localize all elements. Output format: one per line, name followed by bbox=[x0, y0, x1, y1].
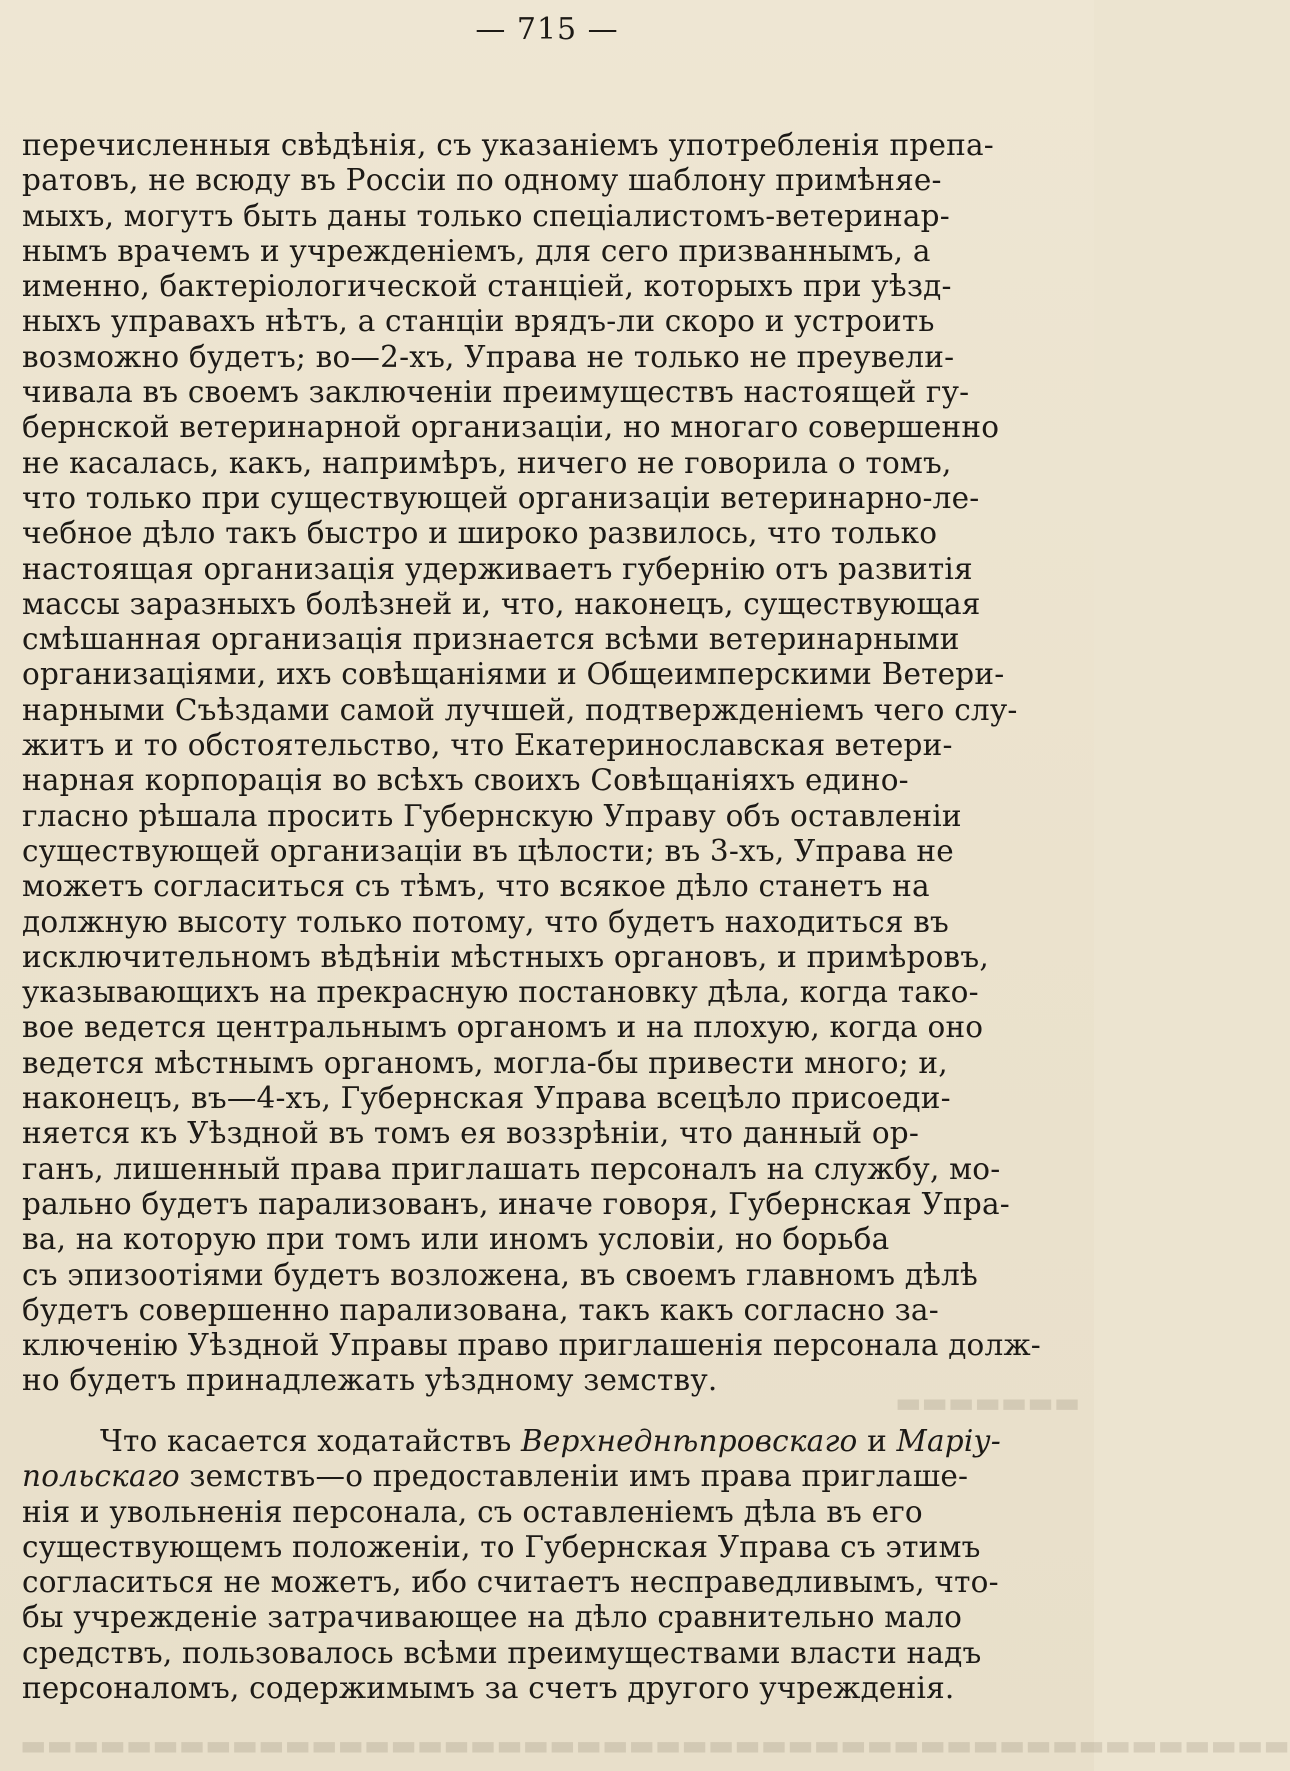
text-line: ратовъ, не всюду въ Россіи по одному шаблону примѣняе- bbox=[22, 163, 942, 198]
text-line: бы учрежденіе затрачивающее на дѣло сравнительно мало bbox=[22, 1600, 963, 1635]
text-line: смѣшанная организація признается всѣми ветеринарными bbox=[22, 622, 960, 657]
text-line: перечисленныя свѣдѣнія, съ указаніемъ употребленія препа- bbox=[22, 128, 994, 162]
text-line: должную высоту только потому, что будетъ находиться въ bbox=[22, 904, 950, 939]
bleed-through-shadow: ▬▬▬▬▬▬▬▬▬▬▬▬▬▬▬▬▬▬▬▬▬▬▬▬▬▬▬▬▬▬▬▬▬▬▬▬▬▬▬▬▬▬▬▬▬▬▬▬ bbox=[20, 1733, 1290, 1766]
text-line: рально будетъ парализованъ, иначе говоря, Губернская Упра- bbox=[22, 1186, 1010, 1221]
text-line: наконецъ, въ—4-хъ, Губернская Управа всецѣло присоеди- bbox=[22, 1081, 951, 1116]
italic-place-name: Маріу- bbox=[896, 1424, 1001, 1458]
bleed-through-shadow: ▬▬▬▬▬▬▬ bbox=[895, 1386, 1081, 1419]
text-line: чивала въ своемъ заключеніи преимуществъ настоящей гу- bbox=[22, 375, 970, 410]
text-line: существующемъ положеніи, то Губернская Управа съ этимъ bbox=[22, 1529, 981, 1564]
text-line: ведется мѣстнымъ органомъ, могла-бы привести много; и, bbox=[22, 1045, 948, 1080]
text-line: гласно рѣшала просить Губернскую Управу объ оставленіи bbox=[22, 798, 962, 833]
text-run: земствъ—о предоставленіи имъ права приглаше- bbox=[179, 1459, 969, 1494]
text-line: настоящая организація удерживаетъ губернію отъ развитія bbox=[22, 551, 973, 586]
paragraph-2 bbox=[22, 1424, 1002, 1706]
text-line: указывающихъ на прекрасную постановку дѣла, когда тако- bbox=[22, 975, 979, 1010]
text-line: бернской ветеринарной организаціи, но многаго совершенно bbox=[22, 410, 1000, 445]
text-line: не касалась, какъ, напримѣръ, ничего не говорила о томъ, bbox=[22, 445, 952, 480]
text-line: мыхъ, могутъ быть даны только спеціалистомъ-ветеринар- bbox=[22, 198, 950, 233]
text-line: будетъ совершенно парализована, такъ какъ согласно за- bbox=[22, 1292, 939, 1327]
text-line: няется къ Уѣздной въ томъ ея воззрѣніи, что данный ор- bbox=[22, 1116, 920, 1151]
text-line: согласиться не можетъ, ибо считаетъ несправедливымъ, что- bbox=[22, 1565, 999, 1600]
text-line: нарными Съѣздами самой лучшей, подтвержденіемъ чего слу- bbox=[22, 692, 1018, 727]
text-run: Что касается ходатайствъ bbox=[100, 1424, 521, 1458]
text-line bbox=[22, 1424, 1002, 1459]
text-line: ныхъ управахъ нѣтъ, а станціи врядъ-ли скоро и устроить bbox=[22, 304, 935, 339]
text-line: существующей организаціи въ цѣлости; въ 3-хъ, Управа не bbox=[22, 833, 954, 868]
text-line: возможно будетъ; во—2-хъ, Управа не только не преувели- bbox=[22, 339, 955, 374]
text-line: ганъ, лишенный права приглашать персоналъ на службу, мо- bbox=[22, 1151, 1001, 1186]
text-line: именно, бактеріологической станціей, которыхъ при уѣзд- bbox=[22, 269, 952, 304]
text-line: средствъ, пользовалось всѣми преимуществами власти надъ bbox=[22, 1635, 982, 1670]
text-line: массы заразныхъ болѣзней и, что, наконецъ, существующая bbox=[22, 586, 981, 621]
text-line: ключенію Уѣздной Управы право приглашенія персонала долж- bbox=[22, 1328, 1041, 1363]
text-line: вое ведется центральнымъ органомъ и на плохую, когда оно bbox=[22, 1010, 984, 1045]
text-line: чебное дѣло такъ быстро и широко развилось, что только bbox=[22, 516, 938, 551]
text-line: что только при существующей организаціи ветеринарно-ле- bbox=[22, 480, 980, 515]
text-line: но будетъ принадлежать уѣздному земству. bbox=[22, 1363, 718, 1398]
text-line: нія и увольненія персонала, съ оставленіемъ дѣла въ его bbox=[22, 1494, 923, 1529]
text-line: житъ и то обстоятельство, что Екатеринославская ветери- bbox=[22, 728, 953, 763]
text-run: и bbox=[857, 1424, 897, 1458]
text-line bbox=[22, 1459, 1002, 1494]
italic-place-name: польскаго bbox=[22, 1459, 180, 1494]
text-line: съ эпизоотіями будетъ возложена, въ своемъ главномъ дѣлѣ bbox=[22, 1257, 979, 1292]
page-number: — 715 — bbox=[475, 12, 619, 47]
text-line: исключительномъ вѣдѣніи мѣстныхъ органовъ, и примѣровъ, bbox=[22, 939, 989, 974]
italic-place-name: Верхнеднѣпровскаго bbox=[521, 1424, 858, 1458]
text-line: организаціями, ихъ совѣщаніями и Общеимперскими Ветери- bbox=[22, 657, 1005, 692]
text-line: можетъ согласиться съ тѣмъ, что всякое дѣло станетъ на bbox=[22, 869, 930, 904]
text-line: нарная корпорація во всѣхъ своихъ Совѣщаніяхъ едино- bbox=[22, 763, 909, 798]
paragraph-1 bbox=[22, 128, 1041, 1399]
text-line: персоналомъ, содержимымъ за счетъ другого учрежденія. bbox=[22, 1671, 955, 1706]
text-line: нымъ врачемъ и учрежденіемъ, для сего призваннымъ, а bbox=[22, 233, 931, 268]
text-line: ва, на которую при томъ или иномъ условіи, но борьба bbox=[22, 1222, 890, 1257]
